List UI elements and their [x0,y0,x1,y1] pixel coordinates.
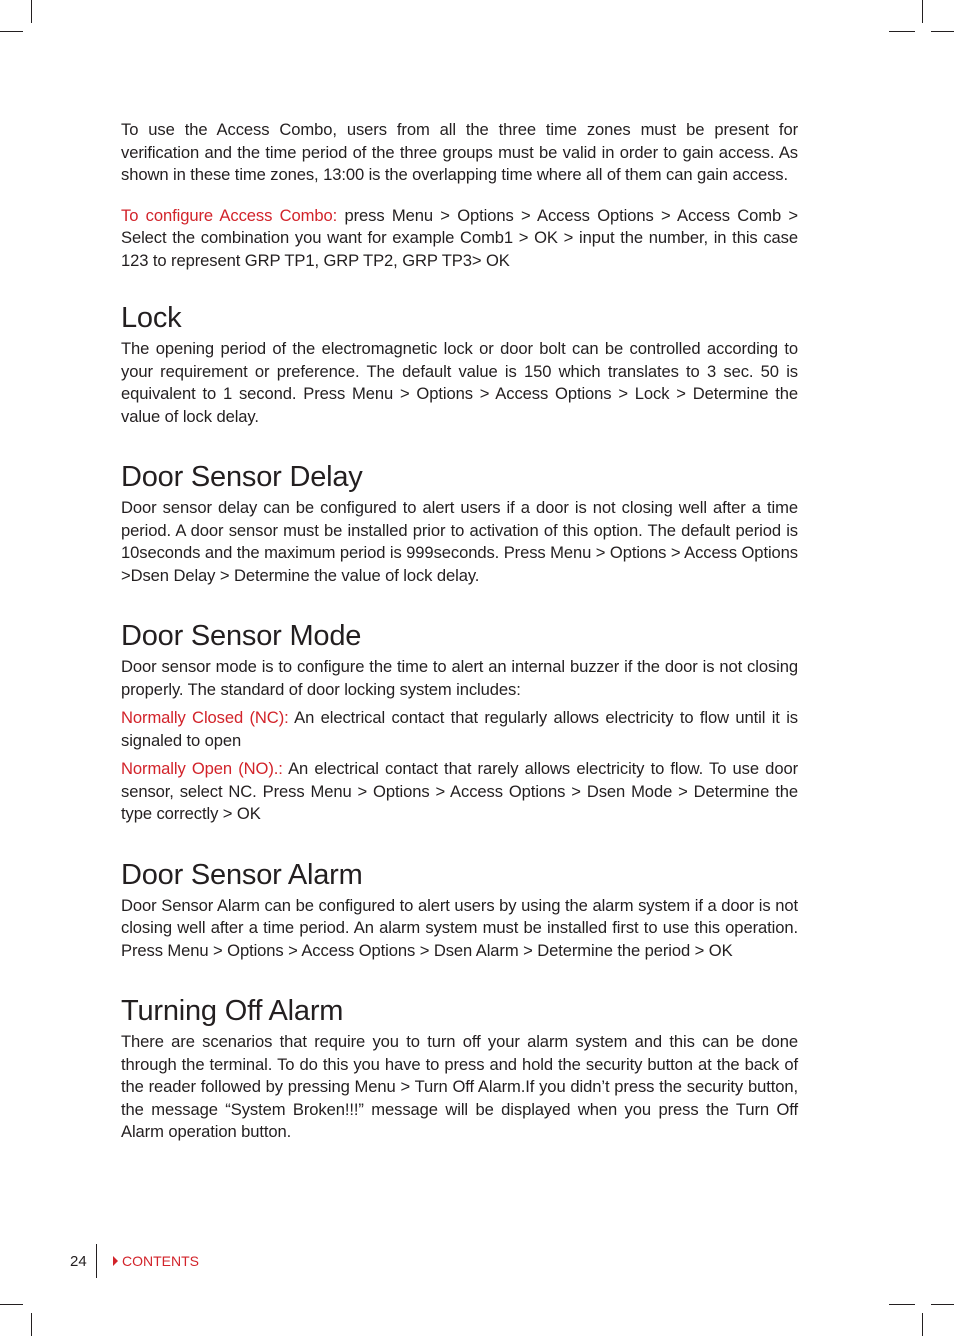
section-heading-door-sensor-mode: Door Sensor Mode [121,620,362,652]
contents-link[interactable] [113,1253,199,1269]
normally-closed-text: An electrical contact that regularly allows electricity to flow until it is signaled to open [121,708,798,750]
configure-access-combo [121,205,798,273]
door-sensor-alarm-paragraph: Door Sensor Alarm can be configured to alert users by using the alarm system if a door is not closing well after a time period. An alarm system must be installed first to use this operation. Press Menu > Options > Access Options > Dsen Alarm > Determine the period > OK [121,895,798,960]
section-heading-door-sensor-alarm: Door Sensor Alarm [121,858,363,891]
crop-mark [31,1313,32,1336]
crop-mark [931,31,954,32]
configure-label: To configure Access Combo: [121,205,338,225]
crop-mark [922,0,923,23]
intro-paragraph: To use the Access Combo, users from all the three time zones must be present for verification and the time period of the three groups must be valid in order to gain access. As shown in these time zones, 13:00 is the overlapping time where all of them can gain access. [121,120,798,184]
footer-divider [96,1244,97,1278]
section-heading-lock: Lock [121,302,182,334]
section-heading-door-sensor-delay: Door Sensor Delay [121,461,363,493]
page-number: 24 [70,1253,87,1270]
triangle-right-icon [113,1256,118,1266]
normally-open-item [121,758,798,826]
crop-mark [931,1304,954,1305]
normally-open-label: Normally Open (NO).: [121,759,283,778]
normally-closed-item [121,707,798,752]
normally-open-text: An electrical contact that rarely allows electricity to flow. To use door sensor, select NC. Press Menu > Options > Access Options > Dsen Mode > Determine the type correctly > OK [121,759,798,823]
door-sensor-delay-paragraph: Door sensor delay can be configured to alert users if a door is not closing well after a time period. A door sensor must be installed prior to activation of this option. The default period is 10seconds and the maximum period is 999seconds. Press Menu > Options > Access Options >Dsen Delay > Determine the value of lock delay. [121,498,798,585]
page-content [121,119,798,1144]
turning-off-alarm-paragraph: There are scenarios that require you to turn off your alarm system and this can be done through the terminal. To do this you have to press and hold the security button at the back of the reader followed by pressing Menu > Turn Off Alarm.If you didn’t press the security button, the message “System Broken!!!” message will be displayed when you press the Turn Off Alarm operation button. [121,1032,798,1141]
section-heading-turning-off-alarm: Turning Off Alarm [121,995,344,1027]
configure-text: press Menu > Options > Access Options > Access Comb > Select the combination you want for example Comb1 > OK > input the number, in this case 123 to represent GRP TP1, GRP TP2, GRP TP3> OK [121,205,798,270]
door-sensor-mode-paragraph: Door sensor mode is to configure the time to alert an internal buzzer if the door is not closing properly. The standard of door locking system includes: [121,657,798,699]
normally-closed-label: Normally Closed (NC): [121,708,289,727]
lock-paragraph: The opening period of the electromagnetic lock or door bolt can be controlled according to your requirement or preference. The default value is 150 which translates to 3 sec. 50 is equivalent to 1 second. Press Menu > Options > Access Options > Lock > Determine the value of lock delay. [121,339,798,426]
crop-mark [922,1313,923,1336]
crop-mark [889,1304,915,1305]
crop-mark [889,31,915,32]
crop-mark [0,1304,23,1305]
crop-mark [31,0,32,23]
crop-mark [0,31,23,32]
contents-link-label: CONTENTS [122,1253,199,1269]
page-footer [0,1244,954,1280]
